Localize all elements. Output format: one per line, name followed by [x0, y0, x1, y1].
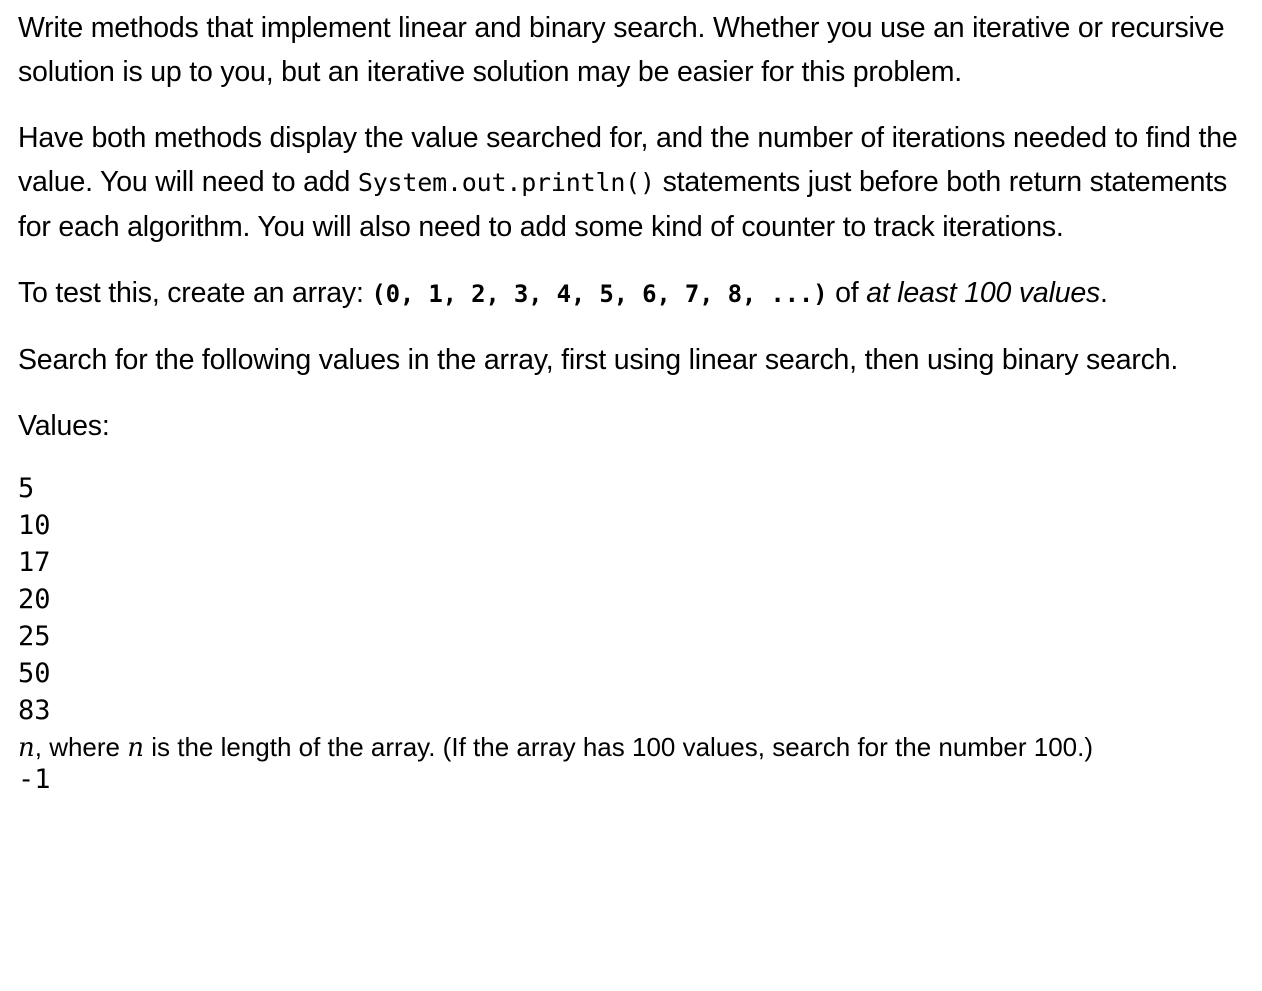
- intro-text: Write methods that implement linear and binary search. Whether you use an iterative or recursive solution is up to you, but an iterative solution may be easier for this problem.: [18, 12, 1225, 88]
- n-variable-2: n: [127, 733, 144, 763]
- negative-one-value: [18, 766, 1254, 794]
- intro-paragraph: [18, 6, 1254, 94]
- display-text-before: Have both methods display the value searched for, and the number of iterations needed to find the value. You will need to add: [18, 122, 1238, 198]
- at-least-100-text: at least 100 values: [866, 277, 1101, 309]
- list-item: 10: [18, 510, 51, 541]
- negative-one-text: -1: [18, 764, 51, 795]
- list-item: 20: [18, 584, 51, 615]
- list-item: 25: [18, 621, 51, 652]
- list-item: 50: [18, 658, 51, 689]
- values-list: [18, 470, 1254, 729]
- values-heading: [18, 404, 1254, 448]
- test-text-before: To test this, create an array:: [18, 277, 372, 309]
- display-instructions-paragraph: [18, 116, 1254, 249]
- document-page: [18, 6, 1254, 794]
- test-text-mid: of: [827, 277, 867, 309]
- search-instructions-paragraph: [18, 338, 1254, 382]
- n-line-text-1: , where: [34, 732, 128, 762]
- n-variable: n: [18, 733, 35, 763]
- n-line-text-2: is the length of the array. (If the array has 100 values, search for the number 100.): [144, 732, 1094, 762]
- println-code: System.out.println(): [357, 168, 655, 197]
- values-heading-text: Values:: [18, 410, 110, 442]
- test-text-after: .: [1100, 277, 1108, 309]
- list-item: 17: [18, 547, 51, 578]
- display-text-after: statements just before both return statements for each algorithm. You will also need to add some kind of counter to track iterations.: [18, 166, 1228, 243]
- array-code: (0, 1, 2, 3, 4, 5, 6, 7, 8, ...): [371, 280, 828, 308]
- test-array-paragraph: [18, 271, 1254, 316]
- search-text: Search for the following values in the array, first using linear search, then using binary search.: [18, 344, 1179, 376]
- n-value-line: [18, 729, 1254, 766]
- list-item: 5: [18, 473, 35, 504]
- list-item: 83: [18, 695, 51, 726]
